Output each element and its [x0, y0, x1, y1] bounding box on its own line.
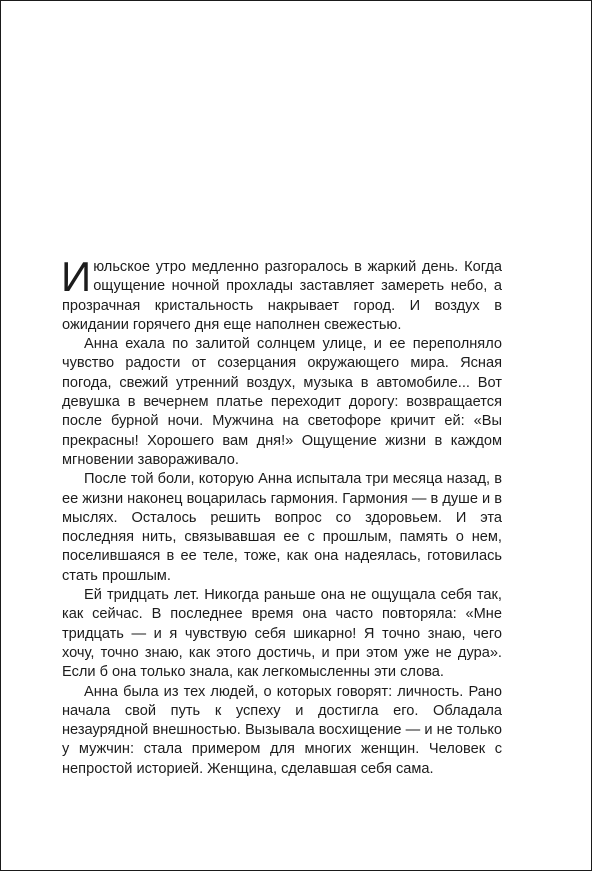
text-body [61, 253, 502, 779]
drop-cap: И [61, 253, 92, 300]
paragraph-4: Ей тридцать лет. Никогда раньше она не ощущала себя так, как сейчас. В последнее время она часто повторяла: «Мне тридцать — и я чувствую себя шикарно! Я точно знаю, чего хочу, точно знаю, как этого достичь, и при этом уже не дура». Если б она только знала, как легкомысленны эти слова. [62, 587, 502, 681]
paragraph-5: Анна была из тех людей, о которых говорят: личность. Рано начала свой путь к успеху и достигла его. Обладала незаурядной внешностью. Вызывала восхищение — и не только у мужчин: стала примером для многих женщин. Человек с непростой историей. Женщина, сделавшая себя сама. [62, 683, 502, 777]
paragraph-3: После той боли, которую Анна испытала три месяца назад, в ее жизни наконец воцарилась гармония. Гармония — в душе и в мыслях. Осталось решить вопрос со здоровьем. И эта последняя нить, связывавшая ее с прошлым, память о нем, поселившаяся в ее теле, тоже, как она надеялась, готовилась стать прошлым. [62, 471, 502, 584]
paragraph-2: Анна ехала по залитой солнцем улице, и ее переполняло чувство радости от созерцания окружающего мира. Ясная погода, свежий утренний воздух, музыка в автомобиле... Вот девушка в вечернем платье переходит дорогу: возвращается после бурной ночи. Мужчина на светофоре кричит ей: «Вы прекрасны! Хорошего вам дня!» Ощущение жизни в каждом мгновении завораживало. [62, 336, 502, 468]
paragraph-1-text: юльское утро медленно разгоралось в жаркий день. Когда ощущение ночной прохлады заставляет замереть небо, а прозрачная кристальность накрывает город. И воздух в ожидании горячего дня еще наполнен свежестью. [62, 259, 502, 333]
paragraph-1 [61, 253, 502, 335]
